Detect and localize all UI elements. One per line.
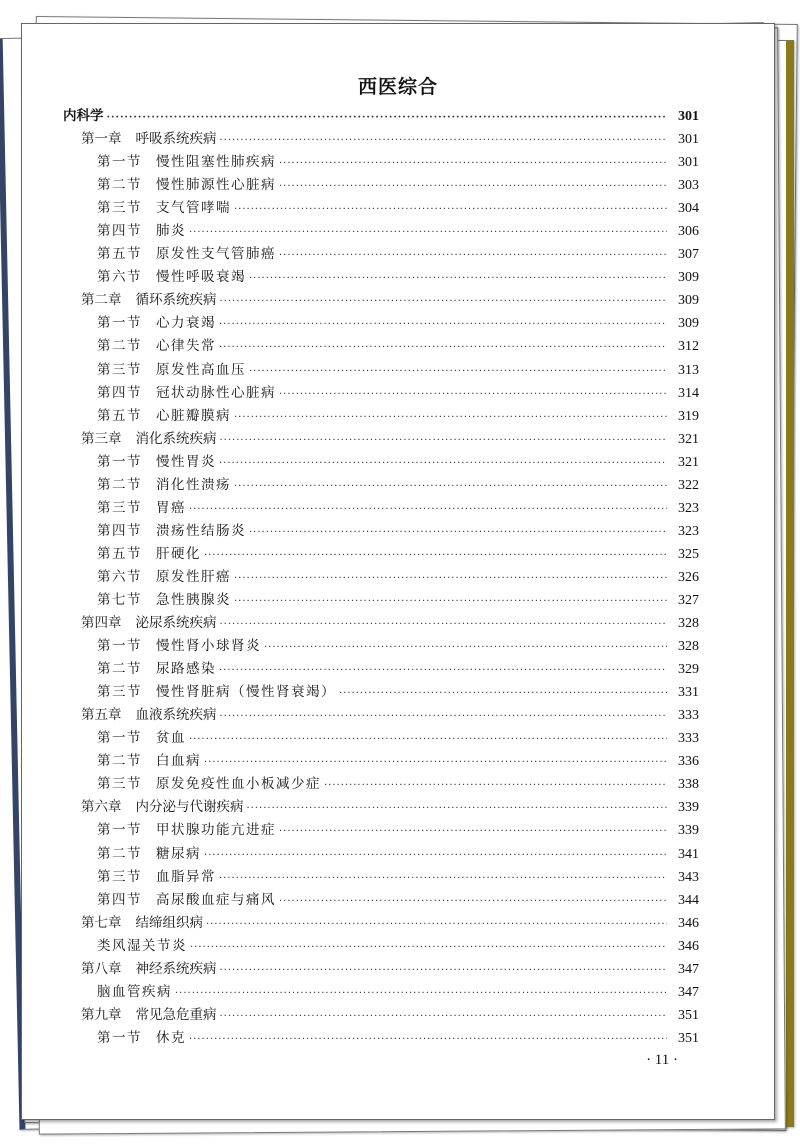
toc-page-number: 323: [678, 500, 699, 516]
toc-page-number: 307: [678, 247, 699, 263]
toc-title: 血脂异常: [156, 868, 216, 885]
toc-section[interactable]: [63, 174, 699, 197]
toc-prefix: 第五节: [97, 246, 142, 263]
toc-title: 慢性呼吸衰竭: [156, 269, 246, 286]
dot-leader: [324, 774, 667, 797]
dot-leader: [219, 867, 667, 890]
toc-prefix: 第四节: [97, 522, 142, 539]
toc-prefix: 第七章: [81, 914, 122, 931]
toc-prefix: 第九章: [81, 1006, 122, 1023]
toc-label: [81, 128, 217, 151]
toc-label: [97, 681, 336, 704]
dot-leader: [189, 498, 667, 521]
toc-title: 急性胰腺炎: [156, 591, 231, 608]
toc-label: [97, 405, 231, 428]
toc-section[interactable]: [63, 543, 699, 566]
toc-prefix: 第一节: [97, 315, 142, 332]
dot-leader: [249, 267, 667, 290]
toc-prefix: 第二节: [97, 661, 142, 678]
toc-page-number: 312: [678, 339, 699, 355]
toc-chapter[interactable]: [63, 704, 699, 727]
toc-title: 原发性支气管肺癌: [156, 246, 276, 263]
toc-label: [97, 197, 231, 220]
toc-page-number: 304: [678, 201, 699, 217]
dot-leader: [339, 682, 667, 705]
toc-title: 慢性肾脏病（慢性肾衰竭）: [156, 684, 336, 701]
toc-prefix: 第五节: [97, 545, 142, 562]
toc-title: 支气管哮喘: [156, 200, 231, 217]
toc-section[interactable]: [63, 497, 699, 520]
page-number: · 11 ·: [646, 1052, 678, 1068]
toc-title: 心力衰竭: [156, 315, 216, 332]
toc-section[interactable]: [63, 359, 699, 382]
toc-label: [97, 589, 231, 612]
document-page: [21, 23, 775, 1120]
toc-page-number: 347: [678, 961, 699, 977]
toc-title: 贫血: [156, 730, 186, 747]
toc-section[interactable]: [63, 312, 699, 335]
dot-leader: [175, 982, 667, 1005]
dot-leader: [249, 521, 667, 544]
toc-title: 神经系统疾病: [135, 960, 217, 977]
toc-label: [63, 105, 104, 128]
toc-title: 慢性肾小球肾炎: [156, 638, 261, 655]
dot-leader: [219, 336, 667, 359]
toc-section[interactable]: [63, 681, 699, 704]
toc-prefix: 第五节: [97, 407, 142, 424]
toc-label: [97, 843, 201, 866]
toc-label: [97, 451, 216, 474]
dot-leader: [247, 797, 668, 820]
dot-leader: [220, 705, 668, 728]
toc-label: [97, 981, 172, 1004]
toc-section[interactable]: [63, 243, 699, 266]
toc-title: 消化性溃疡: [156, 476, 231, 493]
dot-leader: [189, 221, 667, 244]
toc-chapter[interactable]: [63, 958, 699, 981]
toc-title: 原发性肝癌: [156, 568, 231, 585]
toc-title: 高尿酸血症与痛风: [156, 891, 276, 908]
dot-leader: [249, 360, 667, 383]
dot-leader: [234, 590, 667, 613]
toc-section[interactable]: [63, 750, 699, 773]
dot-leader: [234, 198, 667, 221]
toc-page-number: 314: [678, 385, 699, 401]
toc-section[interactable]: [63, 727, 699, 750]
toc-page-number: 301: [678, 155, 699, 171]
toc-page-number: 306: [678, 224, 699, 240]
dot-leader: [189, 728, 667, 751]
toc-title: 肝硬化: [156, 545, 201, 562]
toc-section[interactable]: [63, 405, 699, 428]
toc-title: 慢性胃炎: [156, 453, 216, 470]
toc-page-number: 339: [678, 800, 699, 816]
toc-prefix: 第七节: [97, 591, 142, 608]
toc-section[interactable]: [63, 589, 699, 612]
toc-title: 白血病: [156, 753, 201, 770]
toc-title: 常见急危重病: [135, 1006, 217, 1023]
toc-prefix: 第三节: [97, 361, 142, 378]
toc-prefix: 第一节: [97, 822, 142, 839]
toc-section[interactable]: [63, 520, 699, 543]
toc-prefix: 第二节: [97, 177, 142, 194]
toc-label: [97, 773, 321, 796]
toc-prefix: 第一节: [97, 730, 142, 747]
toc-label: [97, 220, 186, 243]
toc-prefix: 第四节: [97, 384, 142, 401]
toc-section[interactable]: [63, 866, 699, 889]
toc-label: [97, 151, 276, 174]
toc-chapter[interactable]: [63, 796, 699, 819]
toc-section[interactable]: [63, 266, 699, 289]
toc-label: [81, 428, 217, 451]
toc-title: 内分泌与代谢疾病: [135, 799, 244, 816]
toc-section[interactable]: [63, 935, 699, 958]
toc-prefix: 第六节: [97, 568, 142, 585]
dot-leader: [204, 544, 667, 567]
toc-title: 休克: [156, 1029, 186, 1046]
toc-chapter[interactable]: [63, 128, 699, 151]
toc-title: 心脏瓣膜病: [156, 407, 231, 424]
toc-prefix: 第一节: [97, 1029, 142, 1046]
toc-label: [81, 796, 244, 819]
page-title: 西医综合: [357, 76, 438, 98]
toc-prefix: 第三节: [97, 200, 142, 217]
dot-leader: [220, 129, 668, 152]
toc-page-number: 343: [678, 869, 699, 885]
toc-title: 脑血管疾病: [97, 983, 172, 1000]
dot-leader: [220, 1005, 668, 1028]
toc-title: 糖尿病: [156, 845, 201, 862]
toc-section[interactable]: [63, 1027, 699, 1050]
toc-title: 类风湿关节炎: [97, 937, 187, 954]
toc-label: [97, 474, 231, 497]
toc-section[interactable]: [63, 451, 699, 474]
toc-title: 溃疡性结肠炎: [156, 522, 246, 539]
dot-leader: [234, 567, 667, 590]
toc-label: [97, 382, 276, 405]
toc-page-number: 333: [678, 731, 699, 747]
toc-label: [97, 266, 246, 289]
toc-title: 甲状腺功能亢进症: [156, 822, 276, 839]
toc-label: [97, 497, 186, 520]
toc-prefix: 第一节: [97, 453, 142, 470]
toc-section[interactable]: [63, 566, 699, 589]
toc-section[interactable]: [63, 474, 699, 497]
toc-page-number: 301: [678, 132, 699, 148]
toc-label: [97, 750, 201, 773]
toc-title: 冠状动脉性心脏病: [156, 384, 276, 401]
toc-page-number: 319: [678, 408, 699, 424]
toc-label: [97, 543, 201, 566]
toc-prefix: 第一章: [81, 131, 122, 148]
toc-prefix: 第三节: [97, 684, 142, 701]
toc-page-number: 346: [678, 915, 699, 931]
toc-prefix: 第二节: [97, 753, 142, 770]
table-of-contents: [63, 105, 699, 1050]
toc-label: [97, 520, 246, 543]
dot-leader: [219, 452, 667, 475]
toc-page-number: 325: [678, 546, 699, 562]
dot-leader: [204, 844, 667, 867]
toc-page-number: 333: [678, 708, 699, 724]
toc-part[interactable]: [63, 105, 699, 128]
toc-label: [81, 612, 217, 635]
toc-prefix: 第三章: [81, 430, 122, 447]
toc-prefix: 第四节: [97, 891, 142, 908]
toc-title: 尿路感染: [156, 661, 216, 678]
toc-section[interactable]: [63, 382, 699, 405]
toc-page-number: 336: [678, 754, 699, 770]
toc-chapter[interactable]: [63, 289, 699, 312]
toc-prefix: 第四章: [81, 615, 122, 632]
toc-title: 原发性高血压: [156, 361, 246, 378]
toc-prefix: 第八章: [81, 960, 122, 977]
toc-label: [97, 658, 216, 681]
toc-label: [97, 727, 186, 750]
toc-section[interactable]: [63, 151, 699, 174]
toc-label: [97, 335, 216, 358]
toc-page-number: 341: [678, 846, 699, 862]
toc-page-number: 303: [678, 178, 699, 194]
toc-chapter[interactable]: [63, 612, 699, 635]
toc-chapter[interactable]: [63, 428, 699, 451]
toc-label: [81, 704, 217, 727]
toc-prefix: 第二节: [97, 338, 142, 355]
dot-leader: [107, 106, 668, 129]
toc-page-number: 313: [678, 362, 699, 378]
toc-section[interactable]: [63, 981, 699, 1004]
dot-leader: [234, 406, 667, 429]
toc-section[interactable]: [63, 819, 699, 842]
toc-label: [81, 1004, 217, 1027]
toc-page-number: 301: [678, 109, 699, 124]
toc-section[interactable]: [63, 335, 699, 358]
toc-page-number: 309: [678, 293, 699, 309]
toc-prefix: 第一节: [97, 154, 142, 171]
toc-page-number: 329: [678, 662, 699, 678]
toc-label: [97, 174, 276, 197]
toc-page-number: 351: [678, 1007, 699, 1023]
toc-prefix: 第一节: [97, 638, 142, 655]
toc-title: 肺炎: [156, 223, 186, 240]
toc-page-number: 321: [678, 454, 699, 470]
toc-page-number: 339: [678, 823, 699, 839]
dot-leader: [189, 1028, 667, 1051]
toc-page-number: 328: [678, 639, 699, 655]
toc-prefix: 第二节: [97, 845, 142, 862]
toc-section[interactable]: [63, 773, 699, 796]
toc-page-number: 309: [678, 316, 699, 332]
toc-title: 原发免疫性血小板减少症: [156, 776, 321, 793]
dot-leader: [279, 383, 667, 406]
dot-leader: [279, 244, 667, 267]
toc-section[interactable]: [63, 197, 699, 220]
dot-leader: [279, 152, 667, 175]
toc-title: 慢性肺源性心脏病: [156, 177, 276, 194]
toc-page-number: 344: [678, 892, 699, 908]
toc-title: 慢性阻塞性肺疾病: [156, 154, 276, 171]
toc-page-number: 331: [678, 685, 699, 701]
toc-page-number: 321: [678, 431, 699, 447]
toc-prefix: 第五章: [81, 707, 122, 724]
toc-title: 结缔组织病: [135, 914, 203, 931]
toc-prefix: 第三节: [97, 776, 142, 793]
toc-prefix: 第三节: [97, 868, 142, 885]
toc-label: [97, 889, 276, 912]
toc-label: [97, 312, 216, 335]
toc-label: [81, 912, 203, 935]
toc-section[interactable]: [63, 843, 699, 866]
toc-title: 呼吸系统疾病: [135, 131, 217, 148]
toc-prefix: 第二节: [97, 476, 142, 493]
dot-leader: [220, 290, 668, 313]
toc-page-number: 327: [678, 592, 699, 608]
toc-section[interactable]: [63, 635, 699, 658]
toc-prefix: 第四节: [97, 223, 142, 240]
toc-page-number: 328: [678, 616, 699, 632]
dot-leader: [279, 820, 667, 843]
toc-page-number: 338: [678, 777, 699, 793]
toc-label: [97, 566, 231, 589]
toc-page-number: 323: [678, 523, 699, 539]
dot-leader: [204, 751, 667, 774]
toc-label: [81, 958, 217, 981]
dot-leader: [279, 890, 667, 913]
toc-label: [97, 1027, 186, 1050]
toc-label: [97, 359, 246, 382]
toc-label: [97, 935, 187, 958]
toc-page-number: 326: [678, 569, 699, 585]
toc-label: [97, 243, 276, 266]
toc-prefix: 第六章: [81, 799, 122, 816]
toc-section[interactable]: [63, 889, 699, 912]
toc-title: 血液系统疾病: [135, 707, 217, 724]
toc-label: [97, 635, 261, 658]
toc-title: 心律失常: [156, 338, 216, 355]
toc-page-number: 351: [678, 1030, 699, 1046]
dot-leader: [220, 429, 668, 452]
toc-page-number: 346: [678, 938, 699, 954]
toc-section[interactable]: [63, 220, 699, 243]
toc-prefix: 第二章: [81, 292, 122, 309]
toc-title: 内科学: [63, 108, 104, 124]
toc-page-number: 322: [678, 477, 699, 493]
toc-chapter[interactable]: [63, 1004, 699, 1027]
toc-label: [81, 289, 217, 312]
dot-leader: [220, 613, 668, 636]
dot-leader: [219, 659, 667, 682]
toc-prefix: 第六节: [97, 269, 142, 286]
dot-leader: [206, 913, 667, 936]
dot-leader: [234, 475, 667, 498]
toc-section[interactable]: [63, 658, 699, 681]
dot-leader: [279, 175, 667, 198]
dot-leader: [219, 313, 667, 336]
toc-page-number: 309: [678, 270, 699, 286]
dot-leader: [190, 936, 667, 959]
dot-leader: [264, 636, 667, 659]
toc-label: [97, 819, 276, 842]
toc-title: 消化系统疾病: [135, 430, 217, 447]
toc-prefix: 第三节: [97, 499, 142, 516]
dot-leader: [220, 959, 668, 982]
toc-title: 泌尿系统疾病: [135, 615, 217, 632]
toc-label: [97, 866, 216, 889]
toc-page-number: 347: [678, 984, 699, 1000]
toc-title: 胃癌: [156, 499, 186, 516]
toc-chapter[interactable]: [63, 912, 699, 935]
toc-title: 循环系统疾病: [135, 292, 217, 309]
